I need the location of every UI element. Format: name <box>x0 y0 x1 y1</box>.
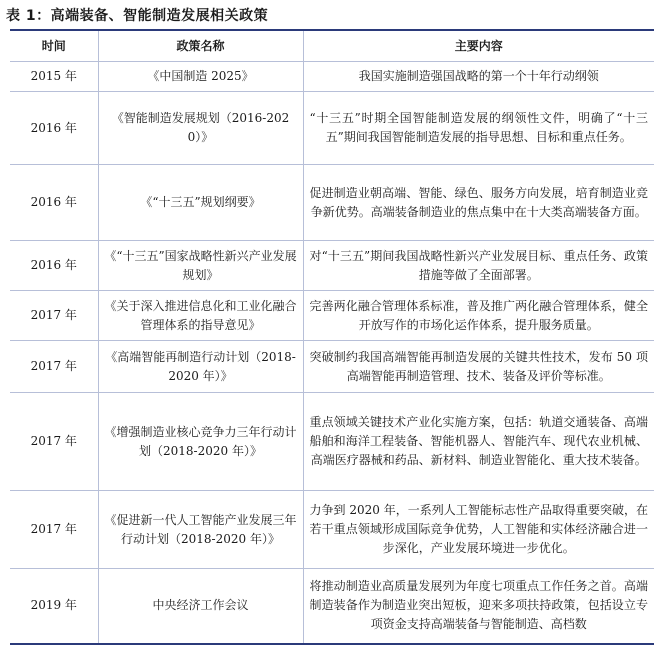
cell-content: “十三五”时期全国智能制造发展的纲领性文件，明确了“十三五”期间我国智能制造发展的指导思想、目标和重点任务。 <box>303 92 654 165</box>
table-row <box>10 291 654 341</box>
cell-year: 2016 年 <box>10 241 98 291</box>
cell-policy: 《增强制造业核心竞争力三年行动计划（2018-2020 年）》 <box>98 393 303 491</box>
cell-policy: 《关于深入推进信息化和工业化融合管理体系的指导意见》 <box>98 291 303 341</box>
header-policy: 政策名称 <box>98 30 303 62</box>
cell-content: 我国实施制造强国战略的第一个十年行动纲领 <box>303 62 654 92</box>
cell-content: 对“十三五”期间我国战略性新兴产业发展目标、重点任务、政策措施等做了全面部署。 <box>303 241 654 291</box>
header-row <box>10 30 654 62</box>
table-row <box>10 569 654 644</box>
table-row <box>10 491 654 569</box>
cell-year: 2017 年 <box>10 291 98 341</box>
cell-year: 2016 年 <box>10 165 98 241</box>
table-row <box>10 393 654 491</box>
header-content: 主要内容 <box>303 30 654 62</box>
cell-content: 重点领域关键技术产业化实施方案，包括：轨道交通装备、高端船舶和海洋工程装备、智能机器人、智能汽车、现代农业机械、高端医疗器械和药品、新材料、制造业智能化、重大技术装备。 <box>303 393 654 491</box>
cell-policy: 《中国制造 2025》 <box>98 62 303 92</box>
cell-year: 2019 年 <box>10 569 98 644</box>
table-title: 表 1：高端装备、智能制造发展相关政策 <box>6 8 269 24</box>
table-header <box>10 30 654 62</box>
cell-policy: 《智能制造发展规划（2016-2020）》 <box>98 92 303 165</box>
cell-content: 突破制约我国高端智能再制造发展的关键共性技术，发布 50 项高端智能再制造管理、技术、装备及评价等标准。 <box>303 341 654 393</box>
cell-content: 完善两化融合管理体系标准，普及推广两化融合管理体系，健全开放写作的市场化运作体系，提升服务质量。 <box>303 291 654 341</box>
cell-year: 2017 年 <box>10 341 98 393</box>
cell-policy: 《“十三五”规划纲要》 <box>98 165 303 241</box>
header-time: 时间 <box>41 38 66 53</box>
cell-year: 2016 年 <box>10 92 98 165</box>
cell-year: 2017 年 <box>10 491 98 569</box>
table-row <box>10 241 654 291</box>
cell-policy: 中央经济工作会议 <box>98 569 303 644</box>
table-body <box>10 62 654 644</box>
cell-policy: 《促进新一代人工智能产业发展三年行动计划（2018-2020 年）》 <box>98 491 303 569</box>
cell-policy: 《“十三五”国家战略性新兴产业发展规划》 <box>98 241 303 291</box>
cell-content: 力争到 2020 年，一系列人工智能标志性产品取得重要突破，在若干重点领域形成国际竞争优势，人工智能和实体经济融合进一步深化，产业发展环境进一步优化。 <box>303 491 654 569</box>
table-row <box>10 165 654 241</box>
table-row <box>10 62 654 92</box>
policy-table <box>10 29 654 645</box>
cell-content: 促进制造业朝高端、智能、绿色、服务方向发展，培育制造业竞争新优势。高端装备制造业的焦点集中在十大类高端装备方面。 <box>303 165 654 241</box>
table-row <box>10 341 654 393</box>
cell-year: 2015 年 <box>10 62 98 92</box>
table-row <box>10 92 654 165</box>
cell-content: 将推动制造业高质量发展列为年度七项重点工作任务之首。高端制造装备作为制造业突出短板，迎来多项扶持政策，包括设立专项资金支持高端装备与智能制造、高档数 <box>303 569 654 644</box>
cell-year: 2017 年 <box>10 393 98 491</box>
cell-policy: 《高端智能再制造行动计划（2018-2020 年）》 <box>98 341 303 393</box>
